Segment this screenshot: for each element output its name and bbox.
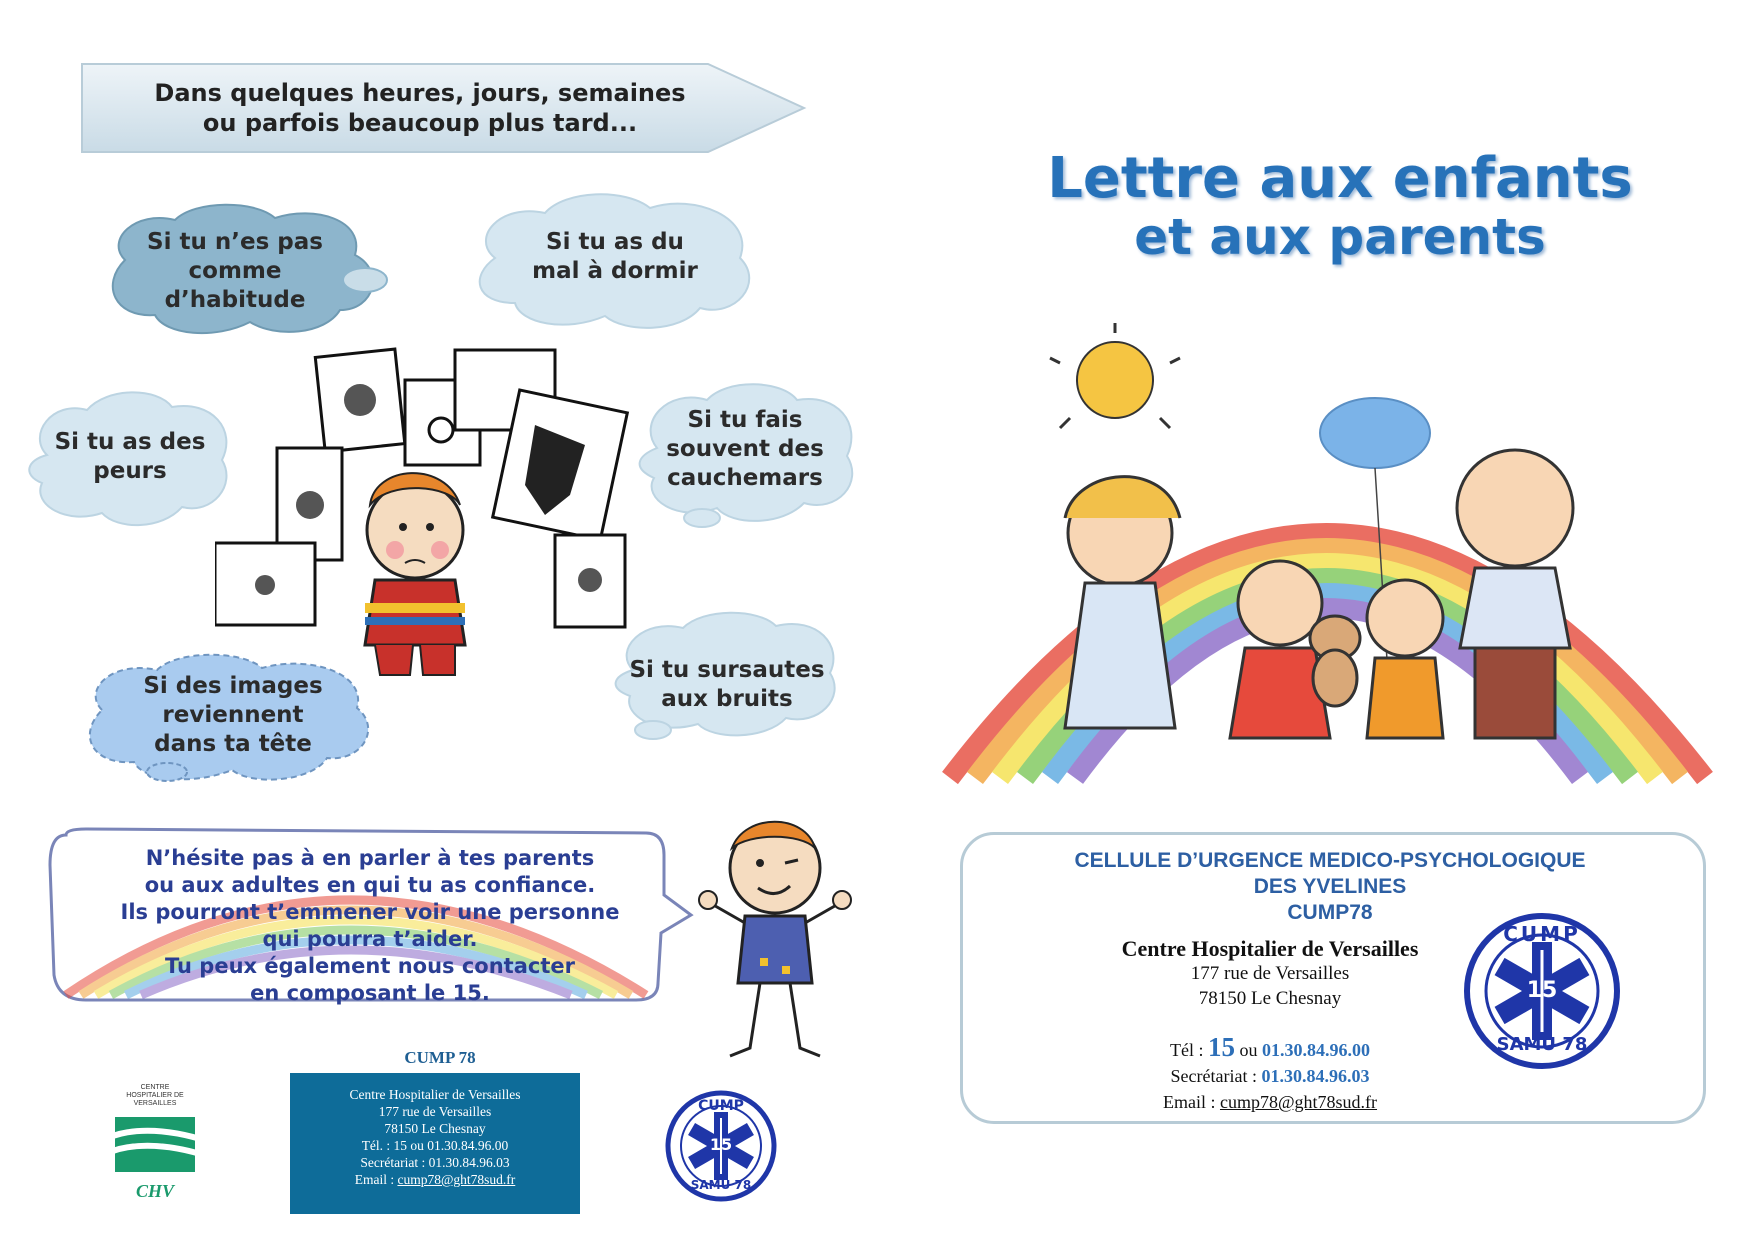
secretariat-label: Secrétariat : — [1170, 1066, 1257, 1086]
cloud-text-1 — [120, 228, 350, 315]
secretariat-line — [1040, 1063, 1500, 1089]
cloud-line: Si tu as des — [54, 429, 206, 455]
cloud-text-5 — [118, 672, 348, 759]
phone-label: Tél : — [1170, 1040, 1204, 1060]
small-box-line: 78150 Le Chesnay — [384, 1121, 486, 1136]
hospital-name: Centre Hospitalier de Versailles — [1121, 936, 1419, 961]
speech-line: en composant le 15. — [250, 981, 490, 1005]
small-box-line: 177 rue de Versailles — [378, 1104, 492, 1119]
email-label: Email : — [1162, 1092, 1216, 1112]
worried-boy-illustration — [215, 345, 640, 685]
cloud-line: comme — [188, 258, 282, 284]
address-street: 177 rue de Versailles — [1190, 963, 1350, 984]
phone-or: ou — [1239, 1040, 1258, 1060]
cump-logo-large-number: 15 — [1526, 978, 1558, 1003]
small-contact-box — [290, 1073, 580, 1214]
phone-line — [1040, 1034, 1500, 1063]
cump-header-line: CUMP78 — [1287, 901, 1373, 924]
cloud-line: peurs — [93, 458, 167, 484]
cump-logo-large — [1463, 912, 1621, 1070]
cloud-line: reviennent — [162, 702, 304, 728]
thumbs-up-boy-illustration — [690, 808, 860, 1066]
chv-logo-name: CENTRE HOSPITALIER DE VERSAILLES — [126, 1084, 184, 1107]
speech-line: Ils pourront t’emmener voir une personne — [120, 900, 620, 924]
small-box-line: Centre Hospitalier de Versailles — [349, 1087, 521, 1102]
speech-line: qui pourra t’aider. — [262, 927, 478, 951]
chv-logo — [95, 1084, 215, 1204]
cloud-line: dans ta tête — [154, 731, 312, 757]
cloud-text-3 — [40, 428, 220, 486]
cloud-line: Si tu n’es pas — [147, 229, 323, 255]
small-box-line: Secrétariat : 01.30.84.96.03 — [360, 1155, 510, 1170]
speech-text — [70, 845, 670, 1007]
page-title-line-1: Lettre aux enfants — [1047, 146, 1633, 211]
cloud-line: souvent des — [666, 436, 824, 462]
cloud-line: d’habitude — [164, 287, 306, 313]
cloud-line: Si tu fais — [687, 407, 803, 433]
speech-line: Tu peux également nous contacter — [165, 954, 575, 978]
cloud-line: Si tu sursautes — [629, 657, 825, 683]
small-box-line: Tél. : 15 ou 01.30.84.96.00 — [361, 1138, 509, 1153]
speech-line: N’hésite pas à en parler à tes parents — [145, 846, 595, 870]
small-box-email-link[interactable]: cump78@ght78sud.fr — [397, 1172, 516, 1187]
cump-logo-large-top: CUMP — [1503, 922, 1581, 946]
cump-header-line: CELLULE D’URGENCE MEDICO-PSYCHOLOGIQUE — [1074, 849, 1586, 872]
cump-logo-small-bottom: SAMU 78 — [690, 1178, 752, 1192]
cloud-text-2 — [500, 228, 730, 286]
cump-address — [1040, 936, 1500, 1011]
rainbow-family-illustration — [935, 318, 1720, 793]
small-box-label: CUMP 78 — [404, 1048, 476, 1067]
small-box-email-label: Email : — [354, 1172, 395, 1187]
cump-logo-small-number: 15 — [709, 1135, 733, 1154]
banner-line-2: ou parfois beaucoup plus tard... — [202, 109, 638, 137]
cloud-line: Si tu as du — [546, 229, 684, 255]
page-title-line-2: et aux parents — [1134, 208, 1546, 266]
speech-line: ou aux adultes en qui tu as confiance. — [144, 873, 596, 897]
chv-logo-mark — [95, 1112, 215, 1182]
small-box-email-line — [290, 1171, 580, 1188]
cloud-line: aux bruits — [661, 686, 793, 712]
cloud-line: Si des images — [143, 673, 323, 699]
cump-contact — [1040, 1034, 1500, 1115]
banner-line-1: Dans quelques heures, jours, semaines — [154, 79, 686, 107]
cloud-line: mal à dormir — [532, 258, 698, 284]
phone-emergency-number: 15 — [1208, 1032, 1235, 1062]
email-link[interactable]: cump78@ght78sud.fr — [1219, 1092, 1378, 1112]
cump-logo-small — [665, 1090, 777, 1202]
banner-text — [140, 78, 700, 138]
cloud-text-6 — [622, 656, 832, 714]
cump-header-line: DES YVELINES — [1253, 875, 1407, 898]
email-line — [1040, 1089, 1500, 1115]
chv-logo-abbr: CHV — [135, 1181, 174, 1201]
cloud-text-4 — [645, 406, 845, 493]
cump-logo-small-top: CUMP — [698, 1098, 744, 1114]
cump-logo-large-bottom: SAMU 78 — [1496, 1034, 1588, 1055]
cloud-line: cauchemars — [667, 465, 823, 491]
address-city: 78150 Le Chesnay — [1198, 988, 1342, 1009]
secretariat-number: 01.30.84.96.03 — [1261, 1066, 1370, 1086]
phone-number: 01.30.84.96.00 — [1262, 1040, 1370, 1060]
